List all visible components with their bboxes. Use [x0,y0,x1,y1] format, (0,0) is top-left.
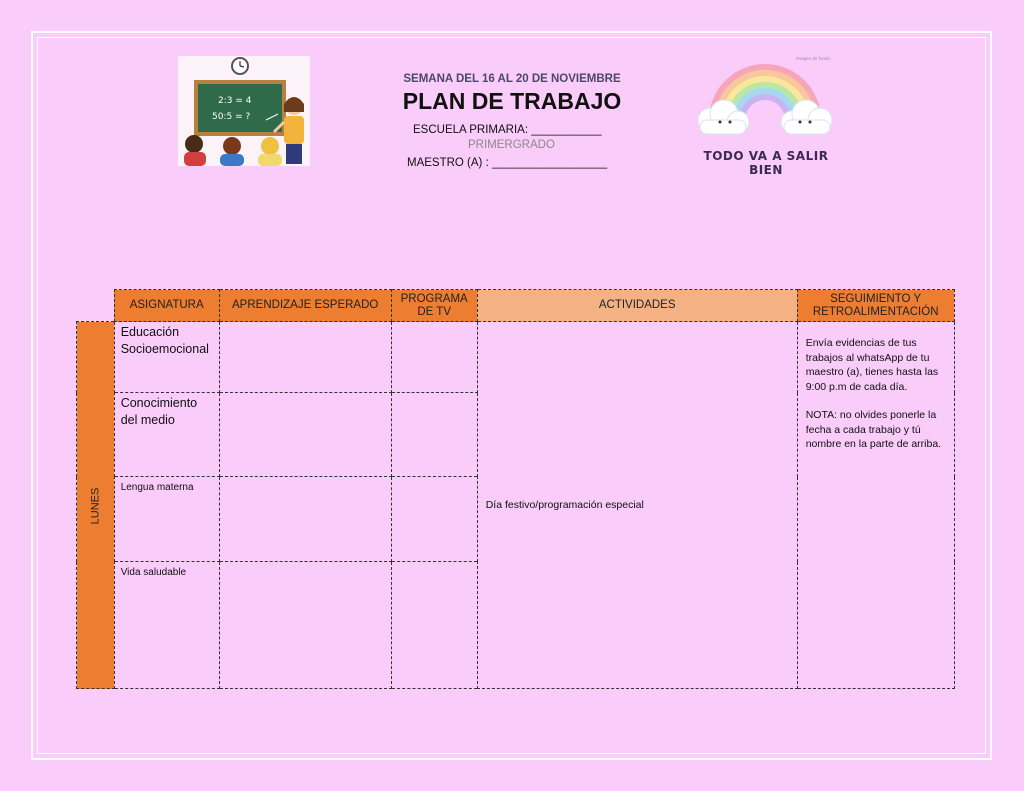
board-line-2: 50:5 = ? [212,112,251,122]
grade-label: PRIMERGRADO [468,139,555,151]
followup-cell [797,322,954,689]
subject-cell: Conocimiento del medio [114,393,219,477]
day-label: LUNES [89,487,102,525]
learning-cell[interactable] [219,477,391,562]
learning-cell[interactable] [219,322,391,393]
table-corner [77,290,115,322]
subject-cell: Educación Socioemocional [114,322,219,393]
header-activities: ACTIVIDADES [477,290,797,322]
school-field: ESCUELA PRIMARIA: ___________ [413,124,602,136]
header-subject: ASIGNATURA [114,290,219,322]
followup-note: NOTA: no olvides ponerle la fecha a cada trabajo y tú nombre en la parte de arriba. [805,409,942,450]
learning-cell[interactable] [219,393,391,477]
learning-cell[interactable] [219,562,391,689]
teacher-field: MAESTRO (A) : __________________ [407,157,608,169]
subject-cell: Vida saludable [114,562,219,689]
page-title: PLAN DE TRABAJO [402,88,622,114]
week-range: SEMANA DEL 16 AL 20 DE NOVIEMBRE [403,73,621,85]
tv-cell[interactable] [391,562,477,689]
activity-cell: Día festivo/programación especial [477,322,797,689]
followup-instructions: Envía evidencias de tus trabajos al whatsApp de tu maestro (a), tienes hasta las 9:00 p.m de cada día. [805,337,939,393]
slogan: TODO VA A SALIR BIEN [703,149,829,177]
board-line-1: 2:3 = 4 [218,96,252,106]
header-tv-program: PROGRAMA DE TV [391,290,477,322]
table-header-row [77,290,955,322]
day-cell [77,322,115,689]
rainbow-illustration [690,60,840,140]
subject-cell: Lengua materna [114,477,219,562]
header-learning: APRENDIZAJE ESPERADO [219,290,391,322]
work-plan-table [76,289,955,689]
table-row [77,322,955,393]
tv-cell[interactable] [391,322,477,393]
header-followup: SEGUIMIENTO Y RETROALIMENTACIÓN [797,290,954,322]
tv-cell[interactable] [391,477,477,562]
tv-cell[interactable] [391,393,477,477]
classroom-illustration [178,56,310,166]
rainbow-caption: imagen de fondo [796,56,830,61]
